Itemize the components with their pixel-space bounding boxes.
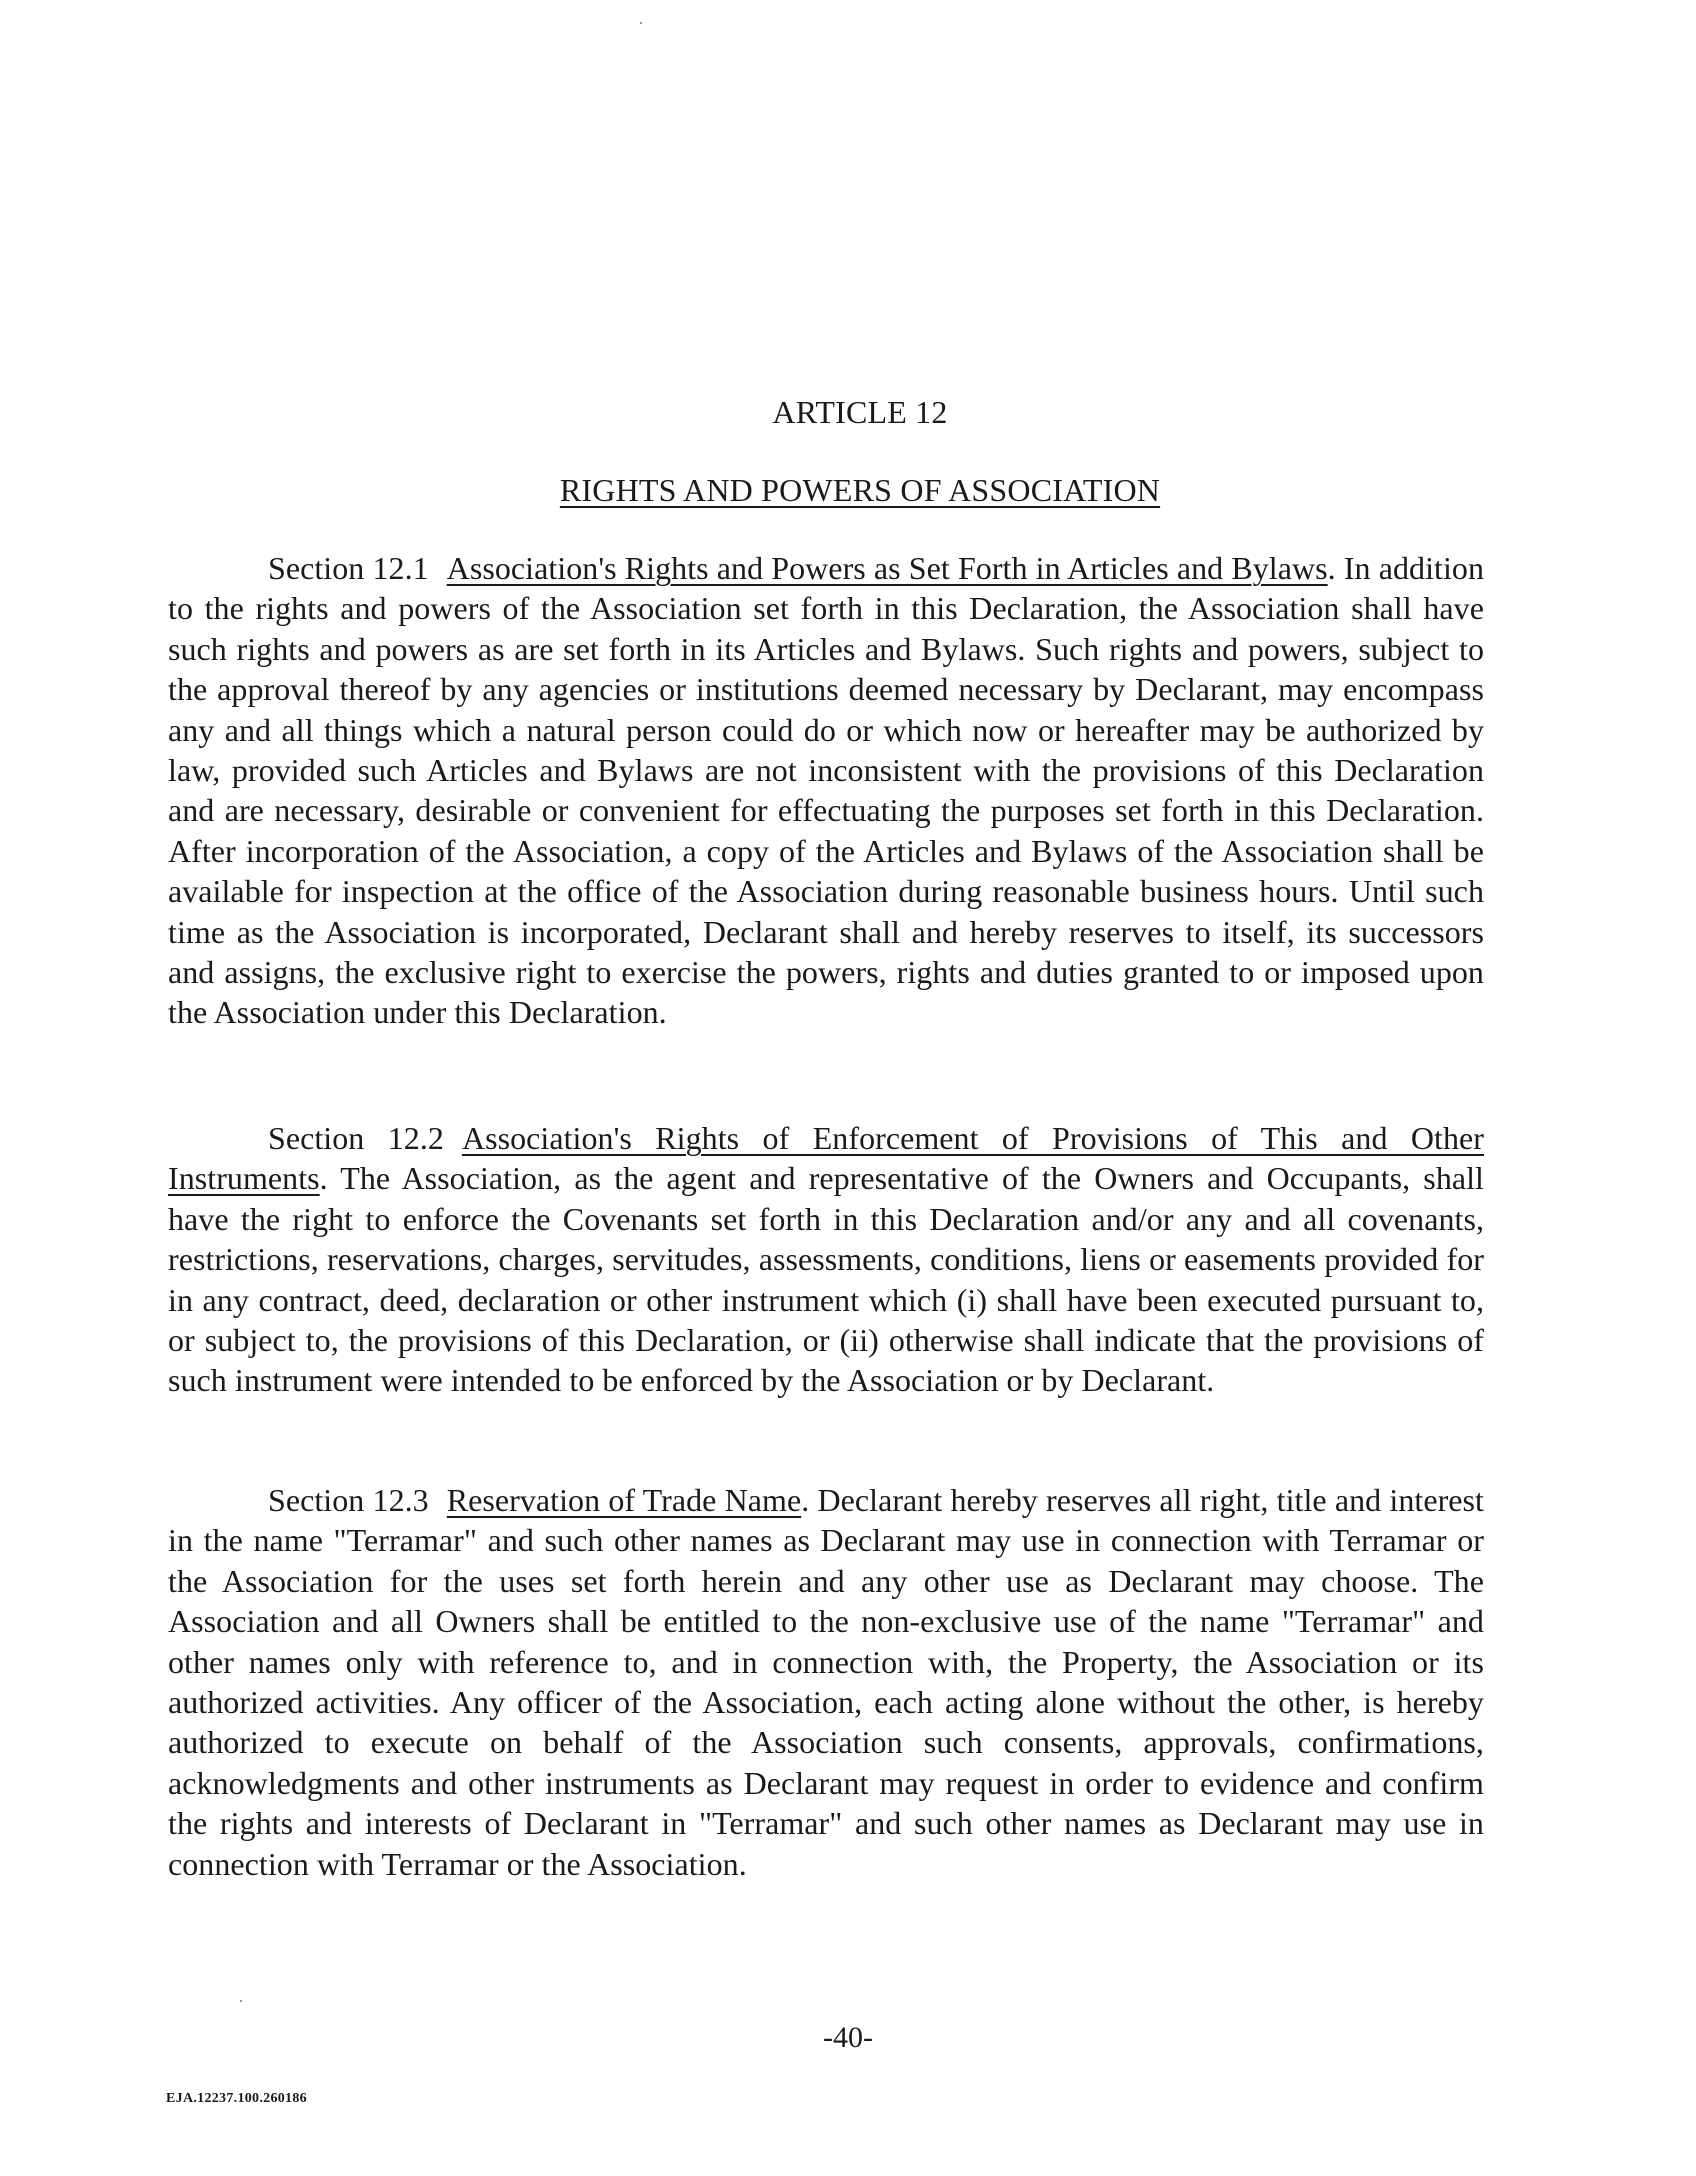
section-body: . The Association, as the agent and representative of the Owners and Occupants, shall have the right to enforce the Covenants set forth in this Declaration and/or any and all covenants, restrictions, reservations, charges, servitudes, assessments, conditions, liens or easements provided for in any contract, deed, declaration or other instrument which (i) shall have been executed pursuant to, or subject to, the provisions of this Declaration, or (ii) otherwise shall indicate that the provisions of such instrument were intended to be enforced by the Association or by Declarant. <box>168 1160 1484 1399</box>
article-number: ARTICLE 12 <box>772 394 948 430</box>
section-12-2 <box>168 1118 1484 1401</box>
section-12-3 <box>168 1480 1484 1884</box>
section-body: . In addition to the rights and powers of the Association set forth in this Declaration, the Association shall have such rights and powers as are set forth in its Articles and Bylaws. Such rights and powers, subject to the approval thereof by any agencies or institutions deemed necessary by Declarant, may encompass any and all things which a natural person could do or which now or hereafter may be authorized by law, provided such Articles and Bylaws are not inconsistent with the provisions of this Declaration and are necessary, desirable or convenient for effectuating the purposes set forth in this Declaration. After incorporation of the Association, a copy of the Articles and Bylaws of the Association shall be available for inspection at the office of the Association during reasonable business hours. Until such time as the Association is incorporated, Declarant shall and hereby reserves to itself, its successors and assigns, the exclusive right to exercise the powers, rights and duties granted to or imposed upon the Association under this Declaration. <box>168 550 1484 1031</box>
page-number: -40- <box>823 2021 873 2054</box>
article-title-text: RIGHTS AND POWERS OF ASSOCIATION <box>559 472 1161 508</box>
section-12-1 <box>168 548 1484 1033</box>
section-title: Association's Rights of Enforcement of Provisions of This and Other Instruments <box>168 1120 1484 1197</box>
section-title: Association's Rights and Powers as Set Forth in Articles and Bylaws <box>446 550 1328 586</box>
document-id: EJA.12237.100.260186 <box>166 2091 307 2106</box>
article-title <box>12 470 1696 510</box>
section-body: . Declarant hereby reserves all right, title and interest in the name "Terramar" and such other names as Declarant may use in connection with Terramar or the Association for the uses set forth herein and any other use as Declarant may choose. The Association and all Owners shall be entitled to the non-exclusive use of the name "Terramar" and other names only with reference to, and in connection with, the Property, the Association or its authorized activities. Any officer of the Association, each acting alone without the other, is hereby authorized to execute on behalf of the Association such consents, approvals, confirmations, acknowledgments and other instruments as Declarant may request in order to evidence and confirm the rights and interests of Declarant in "Terramar" and such other names as Declarant may use in connection with Terramar or the Association. <box>168 1482 1485 1882</box>
scan-speck <box>240 2000 242 2002</box>
section-number: Section 12.2 <box>268 1120 444 1156</box>
section-number: Section 12.3 <box>268 1482 429 1518</box>
scan-speck <box>640 22 642 24</box>
section-title: Reservation of Trade Name <box>446 1482 802 1518</box>
section-number: Section 12.1 <box>268 550 429 586</box>
